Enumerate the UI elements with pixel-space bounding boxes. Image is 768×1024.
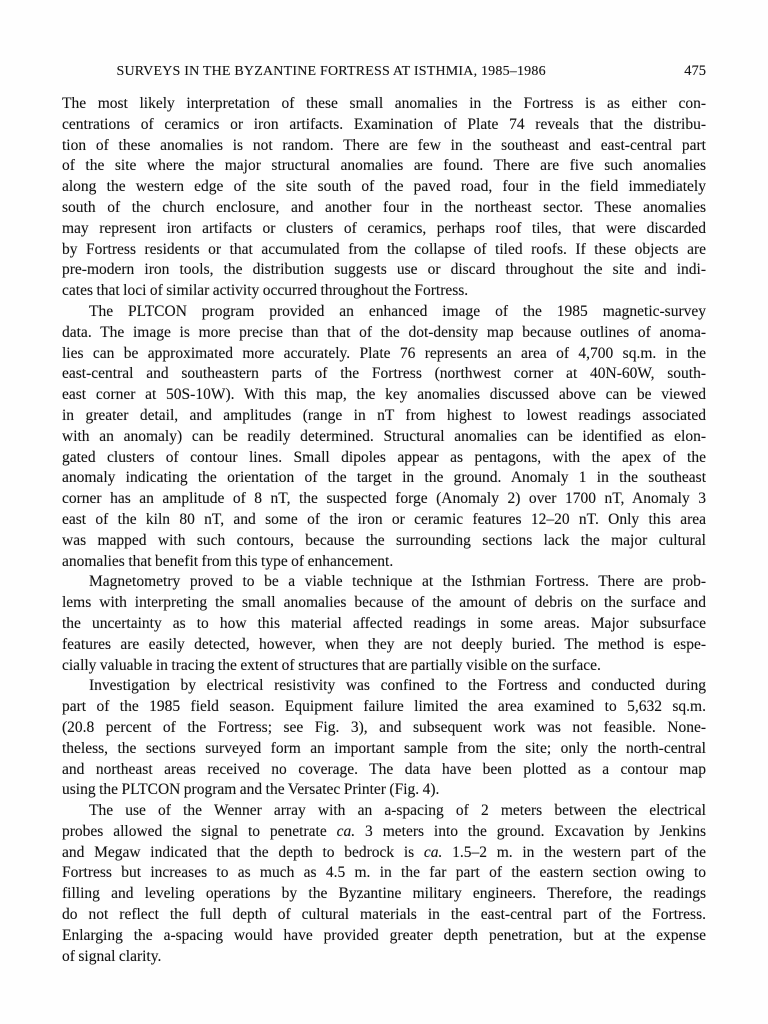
text-line: of the site where the major structural anomalies are found. There are five such anomalies (62, 157, 706, 175)
paragraph (62, 801, 706, 967)
text-line: cially valuable in tracing the extent of structures that are partially visible on the surface. (62, 656, 601, 674)
paragraph (62, 302, 706, 572)
text-line: with an anomaly) can be readily determined. Structural anomalies can be identified as elon- (62, 427, 706, 445)
text-line: and northeast areas received no coverage. The data have been plotted as a contour map (62, 760, 706, 778)
text-line: anomaly indicating the orientation of the target in the ground. Anomaly 1 in the southeast (62, 469, 706, 487)
text-line: pre-modern iron tools, the distribution suggests use or discard throughout the site and indi- (62, 261, 706, 279)
text-line: in greater detail, and amplitudes (range in nT from highest to lowest readings associated (62, 406, 706, 424)
text-line: south of the church enclosure, and another four in the northeast sector. These anomalies (62, 198, 706, 216)
text-line: Magnetometry proved to be a viable technique at the Isthmian Fortress. There are prob- (89, 573, 706, 591)
text-line: was mapped with such contours, because the surrounding sections lack the major cultural (62, 531, 706, 549)
text-line: may represent iron artifacts or clusters of ceramics, perhaps roof tiles, that were discarded (62, 219, 706, 237)
paragraph (62, 676, 706, 801)
text-line: anomalies that benefit from this type of enhancement. (62, 552, 394, 570)
text-line: theless, the sections surveyed form an important sample from the site; only the north-central (62, 739, 706, 757)
text-line: data. The image is more precise than that of the dot-density map because outlines of anoma- (62, 323, 706, 341)
text-line: using the PLTCON program and the Versatec Printer (Fig. 4). (62, 781, 440, 799)
text-line: part of the 1985 field season. Equipment failure limited the area examined to 5,632 sq.m. (62, 698, 706, 716)
paragraph (62, 572, 706, 676)
text-line: features are easily detected, however, when they are not deeply buried. The method is espe- (62, 635, 706, 653)
text-block (62, 63, 706, 967)
text-line: Fortress but increases to as much as 4.5 m. in the far part of the eastern section owing to (62, 864, 706, 882)
text-line: lems with interpreting the small anomalies because of the amount of debris on the surface and (62, 594, 706, 612)
text-line: east-central and southeastern parts of the Fortress (northwest corner at 40N-60W, south- (62, 365, 706, 383)
text-line: east of the kiln 80 nT, and some of the iron or ceramic features 12–20 nT. Only this area (62, 510, 706, 528)
text-line: The most likely interpretation of these small anomalies in the Fortress is as either con- (62, 95, 706, 112)
page-header (62, 63, 706, 80)
text-line: gated clusters of contour lines. Small dipoles appear as pentagons, with the apex of the (62, 448, 706, 466)
text-line: Investigation by electrical resistivity was confined to the Fortress and conducted during (89, 677, 706, 695)
page-number: 475 (684, 63, 706, 79)
text-line: tion of these anomalies is not random. There are few in the southeast and east-central part (62, 136, 706, 154)
text-line: centrations of ceramics or iron artifacts. Examination of Plate 74 reveals that the distribu- (62, 115, 706, 133)
text-line: of signal clarity. (62, 947, 162, 965)
text-line: The use of the Wenner array with an a-spacing of 2 meters between the electrical (89, 802, 706, 820)
text-line: east corner at 50S-10W). With this map, the key anomalies discussed above can be viewed (62, 386, 706, 404)
text-line: by Fortress residents or that accumulated from the collapse of tiled roofs. If these objects are (62, 240, 706, 258)
text-line: (20.8 percent of the Fortress; see Fig. 3), and subsequent work was not feasible. None- (62, 718, 706, 736)
text-line: the uncertainty as to how this material affected readings in some areas. Major subsurface (62, 614, 706, 632)
text-line: Enlarging the a-spacing would have provided greater depth penetration, but at the expense (62, 926, 706, 944)
paragraph (62, 94, 706, 302)
text-line: The PLTCON program provided an enhanced image of the 1985 magnetic-survey (89, 302, 706, 320)
article-body (62, 94, 706, 967)
text-line: filling and leveling operations by the Byzantine military engineers. Therefore, the readings (62, 885, 706, 903)
text-line: and Megaw indicated that the depth to bedrock is ca. 1.5–2 m. in the western part of the (62, 843, 706, 861)
text-line: do not reflect the full depth of cultural materials in the east-central part of the Fortress. (62, 906, 706, 924)
text-line: probes allowed the signal to penetrate ca. 3 meters into the ground. Excavation by Jenkins (62, 822, 706, 840)
text-line: along the western edge of the site south of the paved road, four in the field immediately (62, 178, 706, 196)
text-line: lies can be approximated more accurately. Plate 76 represents an area of 4,700 sq.m. in the (62, 344, 706, 362)
text-line: cates that loci of similar activity occurred throughout the Fortress. (62, 282, 469, 300)
text-line: corner has an amplitude of 8 nT, the suspected forge (Anomaly 2) over 1700 nT, Anomaly 3 (62, 490, 706, 508)
running-head: SURVEYS IN THE BYZANTINE FORTRESS AT ISTHMIA, 1985–1986 (116, 64, 546, 79)
